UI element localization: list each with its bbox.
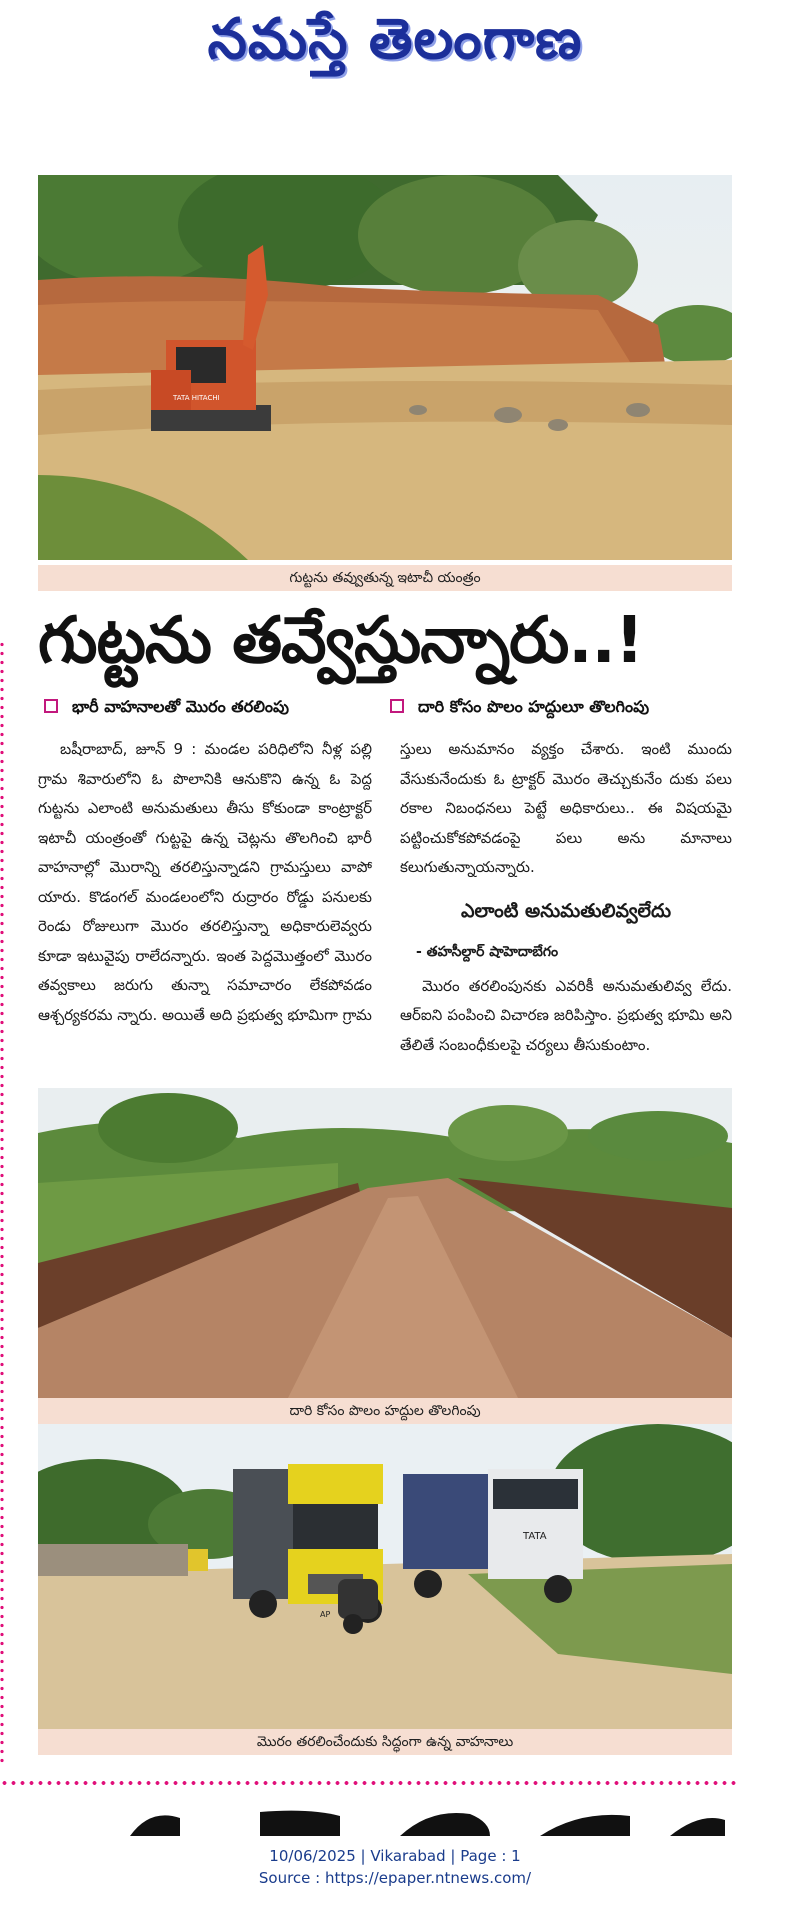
footer-date-edition: 10/06/2025 | Vikarabad | Page : 1	[269, 1847, 521, 1865]
page-footer	[0, 1845, 790, 1889]
article-paragraph: స్తులు అనుమానం వ్యక్తం చేశారు. ఇంటి ముందు వేసుకునేందుకు ఓ ట్రాక్టర్ మొరం తెచ్చుకునేం దుకు పలు రకాల నిబంధనలు పెట్టే అధికారులు.. ఈ విషయమై పట్టించుకోకపోవడంపై పలు అను మానాలు కలుగుతున్నాయన్నారు.	[400, 740, 732, 876]
road-caption: దారి కోసం పొలం హద్దుల తొలగింపు	[38, 1398, 732, 1424]
byline: - తహసీల్దార్ షాహెదాబేగం	[416, 944, 559, 960]
masthead-logo: నమస్తే తెలంగాణ	[207, 6, 583, 72]
cut-off-next-headline	[110, 1808, 730, 1836]
truck-plate-text: AP	[320, 1610, 331, 1619]
article-left-column	[38, 735, 372, 1030]
footer-source: Source : https://epaper.ntnews.com/	[258, 1869, 532, 1887]
bullet-icon	[44, 699, 58, 713]
subhead-left: భారీ వాహనాలతో మొరం తరలింపు	[44, 697, 289, 720]
article-right-column	[400, 735, 732, 1060]
bullet-icon	[390, 699, 404, 713]
truck-brand-text: TATA	[523, 1531, 547, 1542]
excavator-caption: గుట్టను తవ్వుతున్న ఇటాచీ యంత్రం	[38, 565, 732, 591]
page-border-dots-vertical	[0, 640, 4, 1766]
excavator-photo	[38, 175, 732, 560]
trucks-caption: మొరం తరలించేందుకు సిద్ధంగా ఉన్న వాహనాలు	[38, 1729, 732, 1755]
page-border-dots-horizontal	[0, 1780, 740, 1786]
article-paragraph: బషీరాబాద్, జూన్ 9 : మండల పరిధిలోని నీళ్ల పల్లి గ్రామ శివారులోని ఓ పొలానికి ఆనుకొని ఉన్న ఓ పెద్ద గుట్టను ఎలాంటి అనుమతులు తీసు కోకుండా కాంట్రాక్టర్ ఇటాచీ యంత్రంతో గుట్టపై ఉన్న చెట్లను తొలగించి భారీ వాహనాల్లో మొరాన్ని తరలిస్తున్నాడని గ్రామస్తులు వాపో యారు. కొడంగల్ మండలంలోని రుద్రారం రోడ్డు పనులకు రెండు రోజులుగా మొరం తరలిస్తున్నా అధికారులెవ్వరు కూడా ఇటువైపు రాలేదన్నారు. ఇంత పెద్దమొత్తంలో మొరం తవ్వకాలు జరుగు తున్నా సమాచారం లేకపోవడం ఆశ్చర్యకరమ న్నారు. అయితే అది ప్రభుత్వ భూమిగా గ్రామ	[38, 740, 372, 1024]
mini-heading: ఎలాంటి అనుమతులివ్వలేదు	[460, 899, 672, 922]
road-photo	[38, 1088, 732, 1398]
quote-paragraph: మొరం తరలింపునకు ఎవరికీ అనుమతులివ్వ లేదు. ఆర్ఐని పంపించి విచారణ జరిపిస్తాం. ప్రభుత్వ భూమి అని తేలితే సంబంధీకులపై చర్యలు తీసుకుంటాం.	[400, 976, 732, 1054]
subhead-right: దారి కోసం పొలం హద్దులూ తొలగింపు	[390, 697, 649, 720]
trucks-photo	[38, 1424, 732, 1729]
excavator-brand-text: TATA HITACHI	[173, 394, 220, 402]
article-headline: గుట్టను తవ్వేస్తున్నారు..!	[38, 604, 644, 678]
